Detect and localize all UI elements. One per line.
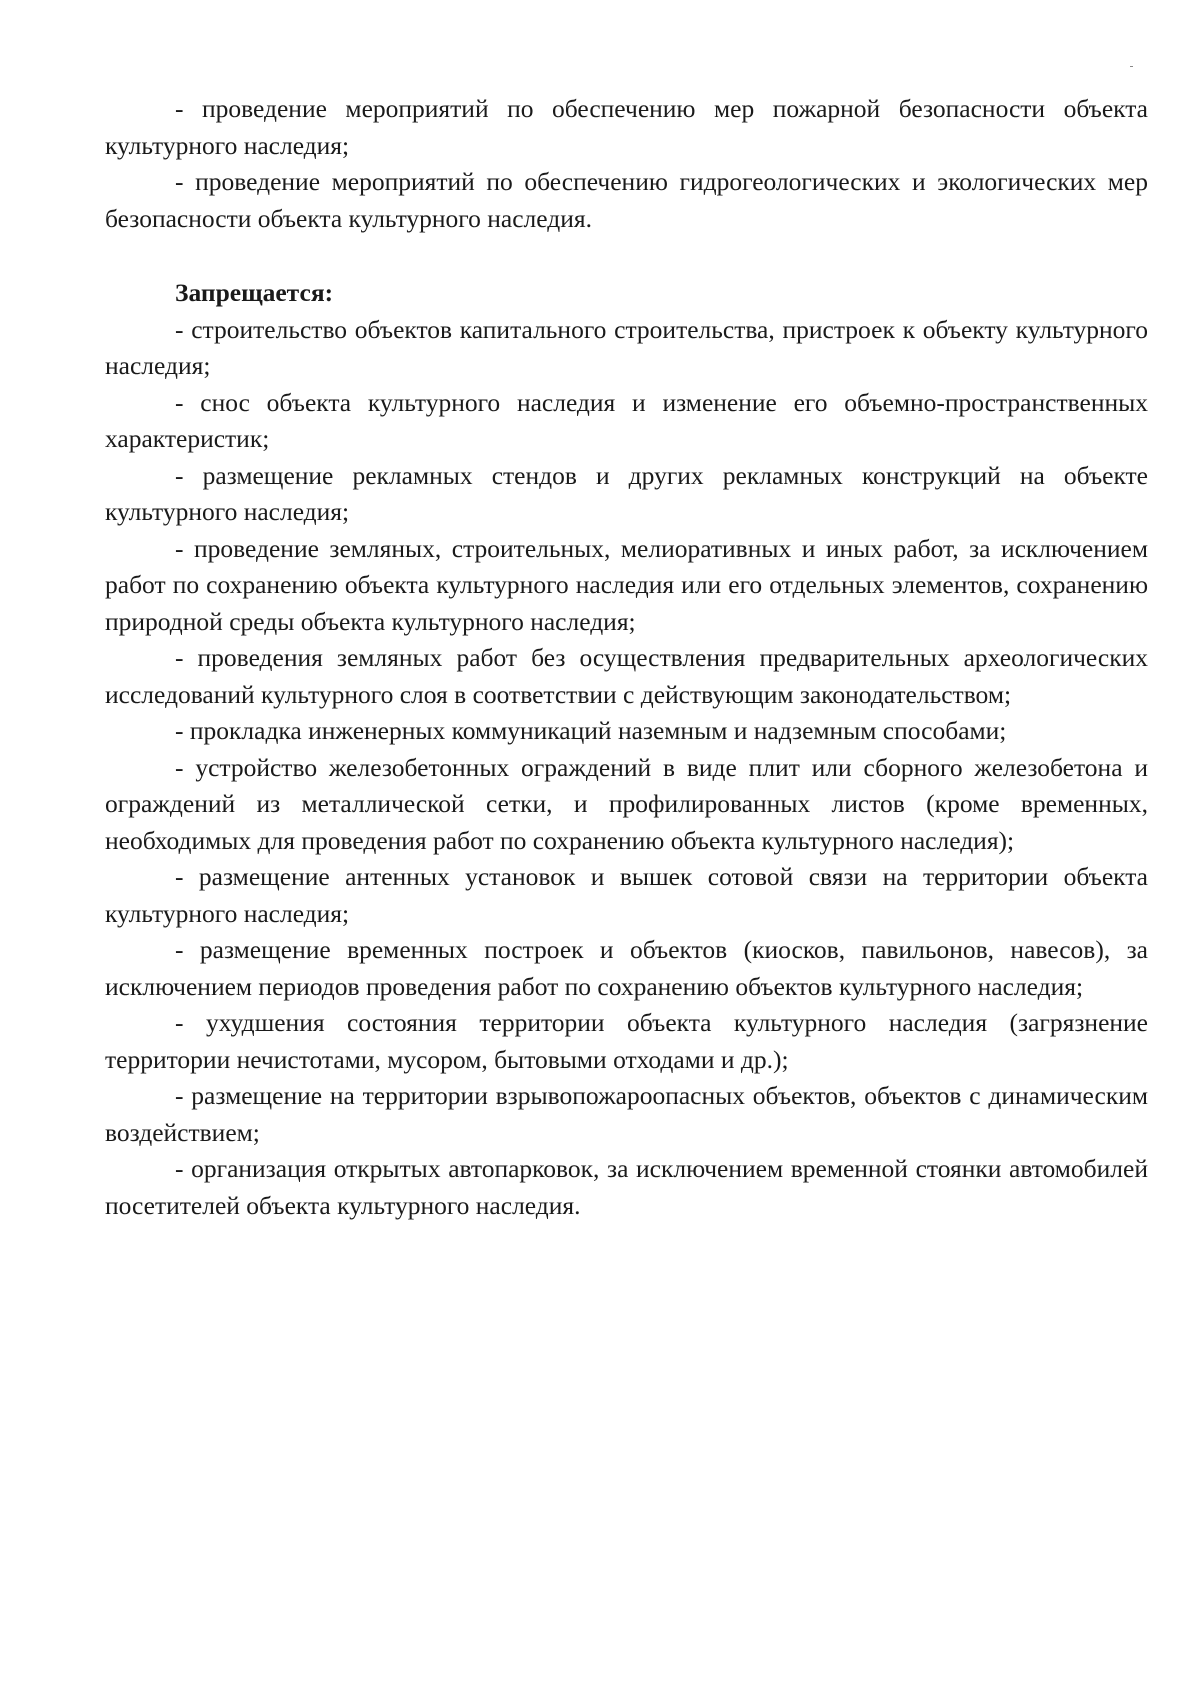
intro-item: - проведение мероприятий по обеспечению мер пожарной безопасности объекта культурного наследия; [105,94,1148,160]
prohibited-item: - размещение временных построек и объектов (киосков, павильонов, навесов), за исключением периодов проведения работ по сохранению объектов культурного наследия; [105,935,1148,1001]
prohibited-item: - проведение земляных, строительных, мелиоративных и иных работ, за исключением работ по сохранению объекта культурного наследия или его отдельных элементов, сохранению природной среды объекта культурного наследия; [105,533,1148,636]
scan-speck [1130,66,1133,67]
intro-item: - проведение мероприятий по обеспечению гидрогеологических и экологических мер безопасности объекта культурного наследия. [105,167,1148,233]
prohibited-item: - проведения земляных работ без осуществления предварительных археологических исследований культурного слоя в соответствии с действующим законодательством; [105,643,1148,709]
prohibited-item: - прокладка инженерных коммуникаций наземным и надземным способами; [175,716,1007,745]
prohibited-item: - строительство объектов капитального строительства, пристроек к объекту культурного наследия; [105,314,1148,380]
prohibited-item: - ухудшения состояния территории объекта культурного наследия (загрязнение территории нечистотами, мусором, бытовыми отходами и др.); [105,1008,1148,1074]
prohibited-list [105,312,1148,1225]
document-page [105,91,1148,1224]
prohibited-item: - размещение на территории взрывопожароопасных объектов, объектов с динамическим воздействием; [105,1081,1148,1147]
prohibited-item: - организация открытых автопарковок, за исключением временной стоянки автомобилей посетителей объекта культурного наследия. [105,1154,1148,1220]
prohibited-item: - размещение рекламных стендов и других рекламных конструкций на объекте культурного наследия; [105,460,1148,526]
intro-list [105,91,1148,237]
prohibited-item: - устройство железобетонных ограждений в виде плит или сборного железобетона и ограждений из металлической сетки, и профилированных листов (кроме временных, необходимых для проведения работ по сохранению объекта культурного наследия); [105,752,1148,855]
prohibited-item: - размещение антенных установок и вышек сотовой связи на территории объекта культурного наследия; [105,862,1148,928]
section-heading: Запрещается: [175,278,334,307]
prohibited-item: - снос объекта культурного наследия и изменение его объемно-пространственных характеристик; [105,387,1148,453]
